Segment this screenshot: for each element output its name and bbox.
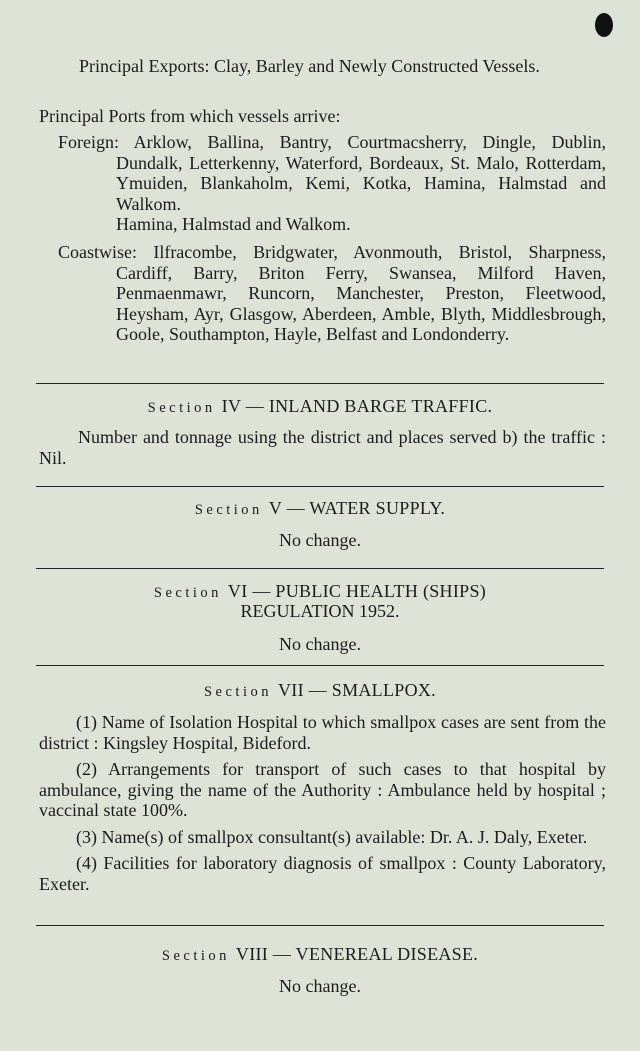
section-4-heading <box>0 396 640 419</box>
foreign-ports <box>58 132 606 235</box>
section-5-prefix: Section <box>194 502 263 518</box>
ports-heading-block <box>39 106 606 127</box>
section-7-item: (3) Name(s) of smallpox consultant(s) available: Dr. A. J. Daly, Exeter. <box>76 826 588 847</box>
section-8-heading <box>0 944 640 967</box>
divider-rule <box>36 486 604 487</box>
ink-dot-mark <box>595 13 613 37</box>
divider-rule <box>36 665 604 666</box>
section-7-item: (4) Facilities for laboratory diagnosis of smallpox : County Laboratory, Exeter. <box>39 853 606 894</box>
section-8-prefix: Section <box>161 948 230 964</box>
section-4-title: IV — INLAND BARGE TRAFFIC. <box>221 396 493 416</box>
divider-rule <box>36 925 604 926</box>
section-8-body: No change. <box>279 976 361 996</box>
section-7-heading <box>0 680 640 703</box>
section-6-title: VI — PUBLIC HEALTH (SHIPS) <box>227 581 487 601</box>
principal-exports <box>79 56 606 77</box>
section-7-items <box>39 712 606 894</box>
section-7-item: (2) Arrangements for transport of such cases to that hospital by ambulance, giving the name of the Authority : Ambulance held by hospital ; vaccinal state 100%. <box>39 759 606 820</box>
section-7-prefix: Section <box>203 684 272 700</box>
foreign-label: Foreign: <box>58 132 119 152</box>
section-7-title: VII — SMALLPOX. <box>277 680 436 700</box>
foreign-list: Arklow, Ballina, Bantry, Courtmacsherry, Dingle, Dublin, Dundalk, Letterkenny, Waterford, Bordeaux, St. Malo, Rotterdam, Ymuiden, Blankaholm, Kemi, Kotka, Hamina, Halmstad and Walkom. <box>116 132 606 214</box>
coastwise-list: Ilfracombe, Bridgwater, Avonmouth, Bristol, Sharpness, Cardiff, Barry, Briton Ferry, Swansea, Milford Haven, Penmaenmawr, Runcorn, Manchester, Preston, Fleetwood, Heysham, Ayr, Glasgow, Aberdeen, Amble, Blyth, Middlesbrough, Goole, Southampton, Hayle, Belfast and Londonderry. <box>116 242 606 344</box>
coastwise-ports <box>58 242 606 345</box>
section-4-body: Number and tonnage using the district and places served b) the traffic : Nil. <box>39 427 606 468</box>
foreign-ports-text <box>58 132 606 214</box>
section-4-prefix: Section <box>147 400 216 416</box>
section-5-heading <box>0 498 640 521</box>
section-7-item: (1) Name of Isolation Hospital to which smallpox cases are sent from the district : Kingsley Hospital, Bideford. <box>39 712 606 753</box>
coastwise-ports-text <box>58 242 606 345</box>
divider-rule <box>36 383 604 384</box>
exports-text: Principal Exports: Clay, Barley and Newly Constructed Vessels. <box>79 56 540 76</box>
section-4-body-block <box>39 427 606 468</box>
foreign-repeat: Hamina, Halmstad and Walkom. <box>116 214 351 234</box>
section-6-body: No change. <box>279 634 361 654</box>
section-5-body: No change. <box>279 530 361 550</box>
divider-rule <box>36 568 604 569</box>
section-8-title: VIII — VENEREAL DISEASE. <box>235 944 479 964</box>
section-5-title: V — WATER SUPPLY. <box>268 498 446 518</box>
section-6-prefix: Section <box>153 585 222 601</box>
section-6-title-line-2: REGULATION 1952. <box>240 601 400 621</box>
coastwise-label: Coastwise: <box>58 242 137 262</box>
ports-heading: Principal Ports from which vessels arrive: <box>39 106 341 126</box>
